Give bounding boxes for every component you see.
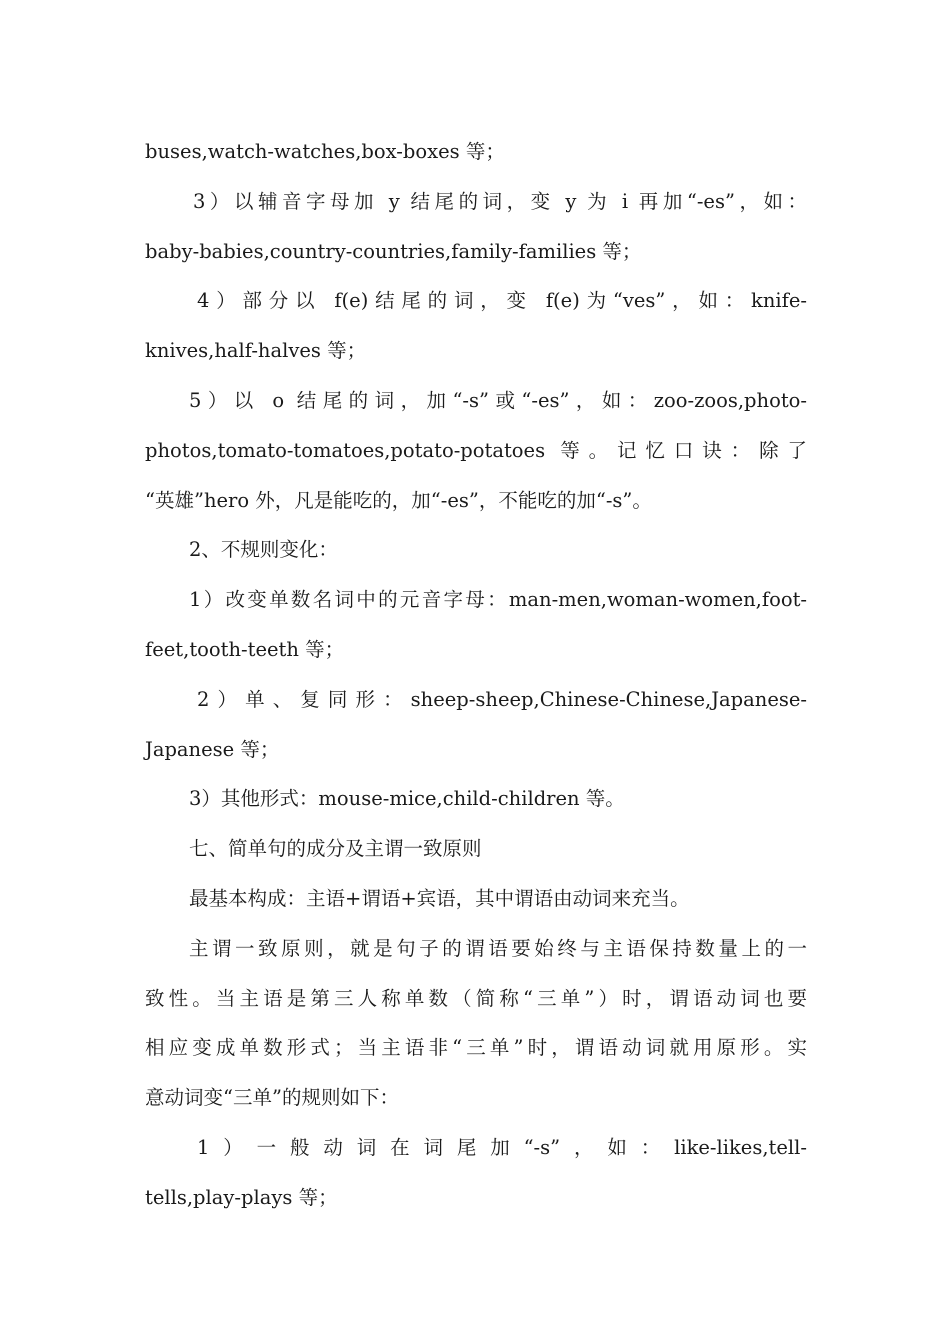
text-line-12: 2）单、复同形：sheep-sheep,Chinese-Chinese,Japanese- xyxy=(197,687,807,711)
text-line-2: 3）以辅音字母加 y 结尾的词，变 y 为 i 再加“-es”，如： xyxy=(193,189,807,213)
text-line-20: 意动词变“三单”的规则如下： xyxy=(145,1086,399,1110)
text-line-18: 致性。当主语是第三人称单数（简称“三单”）时，谓语动词也要 xyxy=(145,986,807,1010)
text-line-14: 3）其他形式：mouse-mice,child-children 等。 xyxy=(189,787,625,811)
text-line-6: 5）以 o 结尾的词，加“-s”或“-es”，如：zoo-zoos,photo- xyxy=(189,388,807,412)
text-line-22: tells,play-plays 等； xyxy=(145,1185,338,1209)
text-line-4: 4）部分以 f(e)结尾的词，变 f(e)为“ves”，如：knife- xyxy=(197,289,807,313)
text-line-3: baby-babies,country-countries,family-families 等； xyxy=(145,239,642,263)
text-line-19: 相应变成单数形式；当主语非“三单”时，谓语动词就用原形。实 xyxy=(145,1036,807,1060)
text-line-8: “英雄”hero 外，凡是能吃的，加“-es”，不能吃的加“-s”。 xyxy=(145,488,652,512)
text-line-10: 1）改变单数名词中的元音字母：man-men,woman-women,foot- xyxy=(189,588,807,612)
text-line-16: 最基本构成：主语+谓语+宾语，其中谓语由动词来充当。 xyxy=(189,886,690,910)
text-line-17: 主谓一致原则，就是句子的谓语要始终与主语保持数量上的一 xyxy=(189,936,807,960)
document-page xyxy=(145,133,807,1229)
text-line-1: buses,watch-watches,box-boxes 等； xyxy=(145,140,505,163)
text-line-9: 2、不规则变化： xyxy=(189,538,338,562)
text-line-13: Japanese 等； xyxy=(145,737,280,761)
text-line-11: feet,tooth-teeth 等； xyxy=(145,637,345,661)
text-line-5: knives,half-halves 等； xyxy=(145,339,367,363)
section-heading: 七、简单句的成分及主谓一致原则 xyxy=(189,837,482,861)
text-line-21: 1）一般动词在词尾加“-s”，如：like-likes,tell- xyxy=(197,1135,807,1159)
text-line-7: photos,tomato-tomatoes,potato-potatoes 等。记忆口诀：除了 xyxy=(145,438,807,462)
